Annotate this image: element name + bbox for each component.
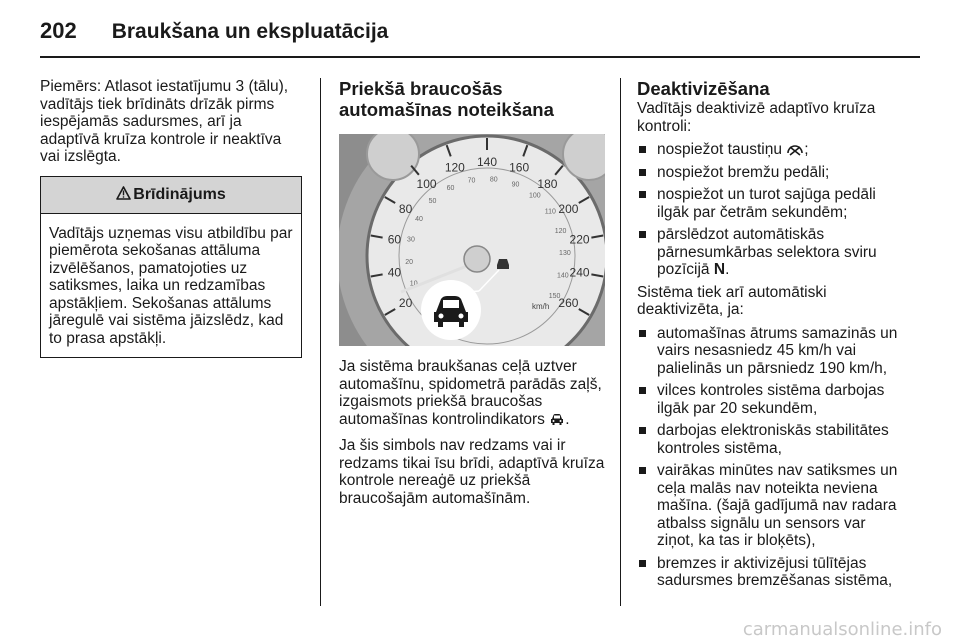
watermark: carmanualsonline.info	[742, 619, 942, 640]
section-heading-vehicle-detection: Priekšā braucošās automašīnas noteikšana	[339, 78, 554, 120]
vehicle-windshield	[443, 300, 459, 308]
list-item-text: nospiežot taustiņu	[657, 141, 787, 158]
speed-tick-label: 60	[387, 232, 402, 247]
page-header	[40, 18, 388, 48]
list-item-text-end: .	[725, 261, 730, 278]
list-item-text: vilces kontroles sistēma darbojas ilgāk par 20 sekundēm,	[657, 382, 885, 417]
list-item-text: darbojas elektroniskās stabilitātes kontroles sistēma,	[657, 422, 889, 457]
no-symbol-paragraph: Ja šis simbols nav redzams vai ir redzams tikai īsu brīdi, adaptīvā kruīza kontrole nereaģē uz priekšā braucošajām automašīnām.	[339, 437, 605, 507]
bullet-marker	[639, 427, 646, 434]
list-item-text-end: ;	[804, 141, 809, 158]
bullet-marker	[639, 191, 646, 198]
column-left	[40, 78, 302, 358]
list-item	[637, 382, 903, 417]
inner-tick-label: 10	[409, 280, 418, 288]
speed-tick-label: 80	[398, 202, 413, 216]
bullet-marker	[639, 387, 646, 394]
speed-tick-label: 260	[558, 296, 579, 310]
speed-tick-label: 100	[416, 176, 437, 191]
inner-tick-label: 90	[511, 181, 520, 189]
list-item-text: automašīnas ātrums samazinās un vairs nesasniedz 45 km/h vai palielinās un pārsniedz 190 km/h,	[657, 324, 898, 377]
vehicle-headlight-right	[459, 314, 464, 319]
speed-tick-label: 20	[398, 296, 413, 310]
warning-header	[41, 177, 301, 214]
inner-tick-label: 50	[428, 198, 437, 206]
auto-deactivation-intro: Sistēma tiek arī automātiski deaktivizēta, ja:	[637, 283, 827, 318]
section-heading-deactivation: Deaktivizēšana	[637, 78, 770, 99]
speed-tick-label: 140	[476, 155, 498, 169]
deactivation-list	[637, 141, 903, 279]
speed-tick-label: 240	[569, 265, 590, 280]
list-item-text: pārslēdzot automātiskās pārnesumkārbas selektora sviru pozīcijā	[657, 226, 877, 278]
bullet-marker	[639, 330, 646, 337]
page-number: 202	[40, 18, 77, 43]
inner-tick-label: 40	[415, 215, 423, 223]
unit-label: km/h	[532, 302, 550, 311]
speed-tick-label: 180	[537, 176, 558, 191]
list-item	[637, 226, 903, 279]
inner-tick-label: 80	[489, 176, 498, 184]
column-middle	[339, 78, 605, 516]
inner-tick-label: 130	[559, 250, 571, 258]
header-rule	[40, 56, 920, 58]
list-item-text: nospiežot un turot sajūga pedāli ilgāk par četrām sekundēm;	[657, 186, 876, 221]
chapter-title: Braukšana un ekspluatācija	[111, 20, 389, 43]
list-item	[637, 555, 903, 590]
detection-text-end: .	[565, 410, 570, 428]
warning-title: Brīdinājums	[133, 185, 226, 203]
inner-tick-label: 70	[467, 177, 476, 185]
inner-tick-label: 150	[548, 293, 561, 300]
warning-box	[40, 176, 302, 359]
column-right	[637, 78, 903, 595]
list-item-text: nospiežot bremžu pedāli;	[657, 163, 830, 181]
speedometer-illustration	[339, 134, 605, 346]
list-item-text: vairākas minūtes nav satiksmes un ceļa malās nav noteikta neviena mašīna. (šajā gadījumā nav radara atbalss signālu un sensors var ziņot, ka tas ir bloķēts),	[657, 462, 898, 549]
gear-position-n: N	[713, 261, 726, 278]
vehicle-headlight-left	[439, 314, 444, 319]
bullet-marker	[639, 467, 646, 474]
cruise-cancel-button-icon	[786, 144, 804, 156]
inner-tick-label: 110	[544, 208, 556, 216]
bullet-marker	[639, 560, 646, 567]
vehicle-ahead-icon	[549, 413, 565, 426]
list-item-text: bremzes ir aktivizējusi tūlītējas sadursmes bremzēšanas sistēma,	[657, 554, 893, 589]
speed-tick-label: 160	[509, 160, 530, 175]
bullet-marker	[639, 169, 646, 176]
intro-paragraph: Piemērs: Atlasot iestatījumu 3 (tālu), vadītājs tiek brīdināts drīzāk pirms iespējamās sadursmes, arī ja adaptīvā kruīza kontrole ir neaktīva vai izslēgta.	[40, 78, 289, 165]
speed-tick-label: 40	[387, 265, 402, 280]
list-item	[637, 186, 903, 221]
speed-tick-label: 220	[569, 232, 590, 247]
inner-tick-label: 120	[554, 228, 567, 236]
column-divider-left	[320, 78, 321, 606]
inner-tick-label: 30	[407, 236, 415, 244]
list-item	[637, 422, 903, 457]
bullet-marker	[639, 146, 646, 153]
warning-triangle-icon	[116, 186, 131, 200]
detection-text: Ja sistēma braukšanas ceļā uztver automašīnu, spidometrā parādās zaļš, izgaismots priekšā braucošas automašīnas kontrolindikators	[339, 358, 602, 428]
left-gauge-edge	[367, 134, 419, 180]
needle-hub	[464, 246, 490, 272]
list-item	[637, 325, 903, 378]
detection-paragraph	[339, 358, 605, 428]
warning-body: Vadītājs uzņemas visu atbildību par piemērota sekošanas attāluma izvēlēšanos, pamatojoties uz satiksmes, laika un redzamības apstākļiem. Sekošanas attālums jāregulē vai sistēma jāizslēdz, kad to prasa apstākļi.	[49, 224, 293, 347]
inner-tick-label: 60	[446, 185, 455, 193]
speed-tick-label: 200	[558, 202, 579, 216]
inner-tick-label: 20	[405, 258, 414, 266]
column-divider-right	[620, 78, 621, 606]
dial-vehicle-indicator	[497, 259, 509, 269]
deactivation-intro: Vadītājs deaktivizē adaptīvo kruīza kontroli:	[637, 100, 876, 135]
inner-tick-label: 140	[556, 272, 569, 280]
inner-tick-label: 100	[529, 192, 541, 200]
list-item	[637, 141, 903, 159]
auto-deactivation-list	[637, 325, 903, 590]
speed-tick-label: 120	[444, 160, 465, 175]
bullet-marker	[639, 231, 646, 238]
list-item	[637, 164, 903, 182]
list-item	[637, 462, 903, 550]
